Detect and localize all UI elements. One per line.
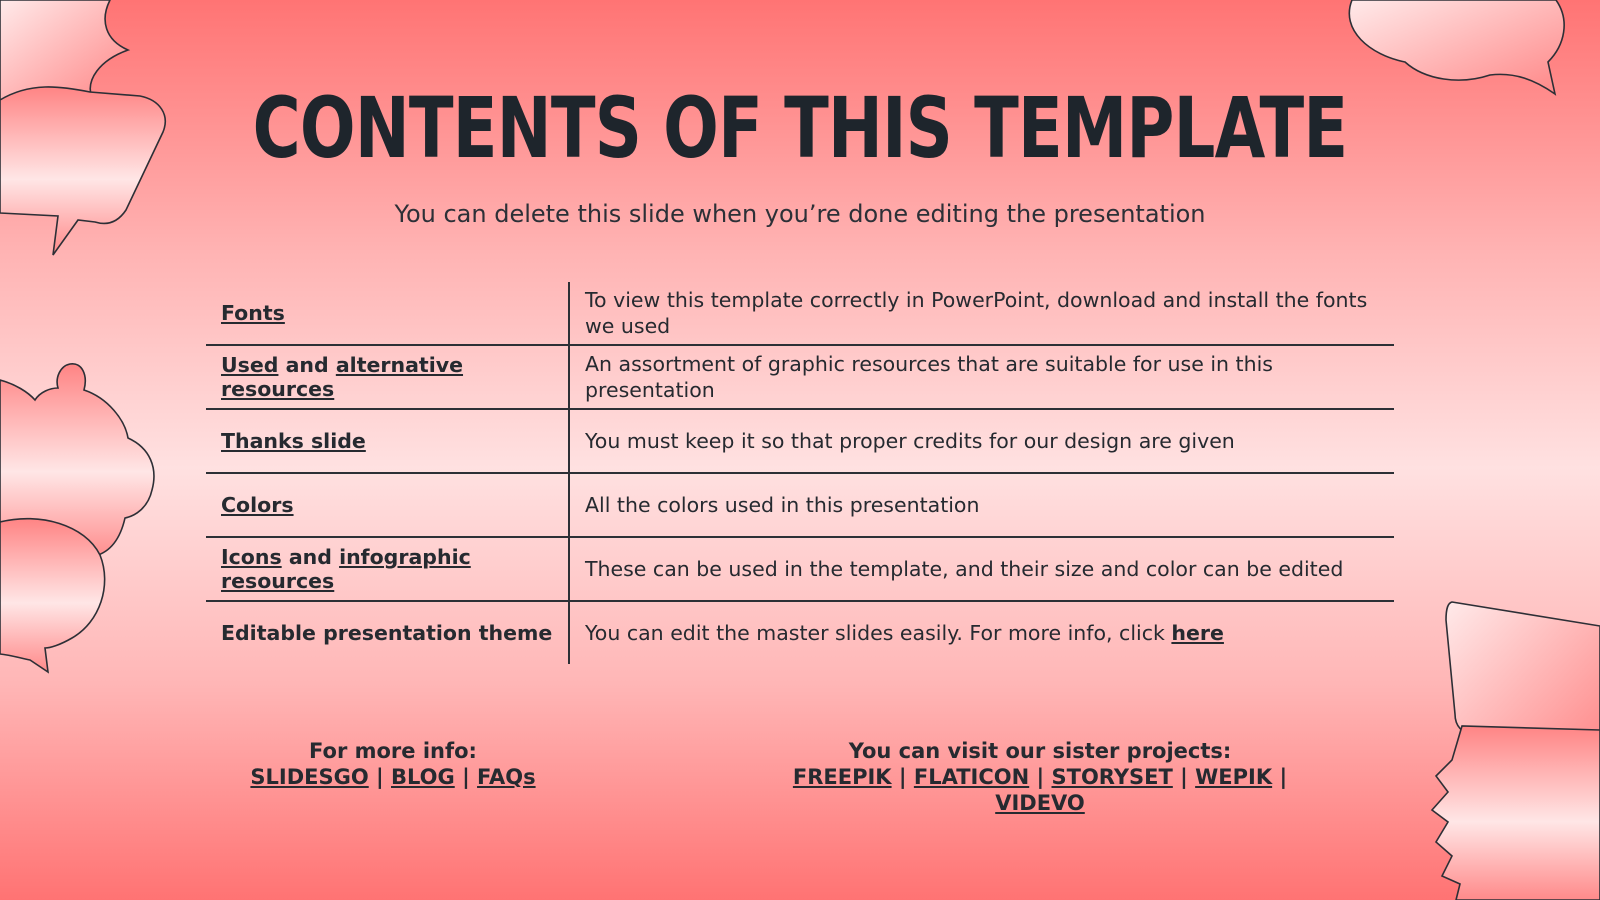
link-separator: | [462,765,470,789]
link-separator: | [376,765,384,789]
faqs-link[interactable]: FAQs [477,765,536,789]
row-description: These can be used in the template, and their size and color can be edited [569,537,1394,601]
label-joiner: and [285,353,329,377]
table-row [206,537,1394,601]
contents-table [206,282,1394,664]
table-row [206,345,1394,409]
page-title: CONTENTS OF THIS TEMPLATE [252,79,1348,177]
link-separator: | [1279,765,1288,789]
icons-link[interactable]: Icons [221,545,282,569]
label-joiner: and [288,545,332,569]
thanks-slide-link[interactable]: Thanks slide [221,429,366,453]
footer-sister-projects [780,738,1300,816]
row-description: You must keep it so that proper credits for our design are given [569,409,1394,473]
table-row [206,601,1394,664]
freepik-link[interactable]: FREEPIK [792,765,892,789]
videvo-link[interactable]: VIDEVO [995,791,1085,815]
row-description [569,601,1394,664]
row-description: An assortment of graphic resources that are suitable for use in this presentation [569,345,1394,409]
fonts-link[interactable]: Fonts [221,301,285,325]
alternative-resources-link[interactable]: alternative resources [221,353,464,401]
used-resources-link[interactable]: Used [221,353,279,377]
footer-links [780,764,1300,816]
speech-bubble-icon [0,87,165,255]
footer-more-info [193,738,593,790]
row-description: All the colors used in this presentation [569,473,1394,537]
footer-heading: You can visit our sister projects: [848,739,1232,763]
speech-bubble-icon [0,519,105,672]
row-label: Editable presentation theme [206,601,569,664]
footer-links [193,764,593,790]
row-label [206,345,569,409]
link-separator: | [898,765,907,789]
colors-link[interactable]: Colors [221,493,294,517]
page-subtitle: You can delete this slide when you’re done editing the presentation [394,200,1206,228]
row-label [206,473,569,537]
table-row [206,409,1394,473]
here-link[interactable]: here [1171,621,1224,645]
table-row [206,282,1394,345]
description-text: You can edit the master slides easily. For more info, click [585,621,1165,645]
infographic-resources-link[interactable]: infographic resources [221,545,471,593]
thought-bubble-icon [0,0,128,100]
link-separator: | [1036,765,1045,789]
flaticon-link[interactable]: FLATICON [913,765,1030,789]
row-label [206,409,569,473]
row-description: To view this template correctly in PowerPoint, download and install the fonts we used [569,282,1394,345]
table-row [206,473,1394,537]
storyset-link[interactable]: STORYSET [1051,765,1173,789]
blog-link[interactable]: BLOG [391,765,455,789]
slidesgo-link[interactable]: SLIDESGO [250,765,369,789]
footer-heading: For more info: [309,739,477,763]
row-label [206,537,569,601]
row-label [206,282,569,345]
link-separator: | [1180,765,1188,789]
wepik-link[interactable]: WEPIK [1195,765,1273,789]
burst-bubble-icon [1432,726,1600,900]
